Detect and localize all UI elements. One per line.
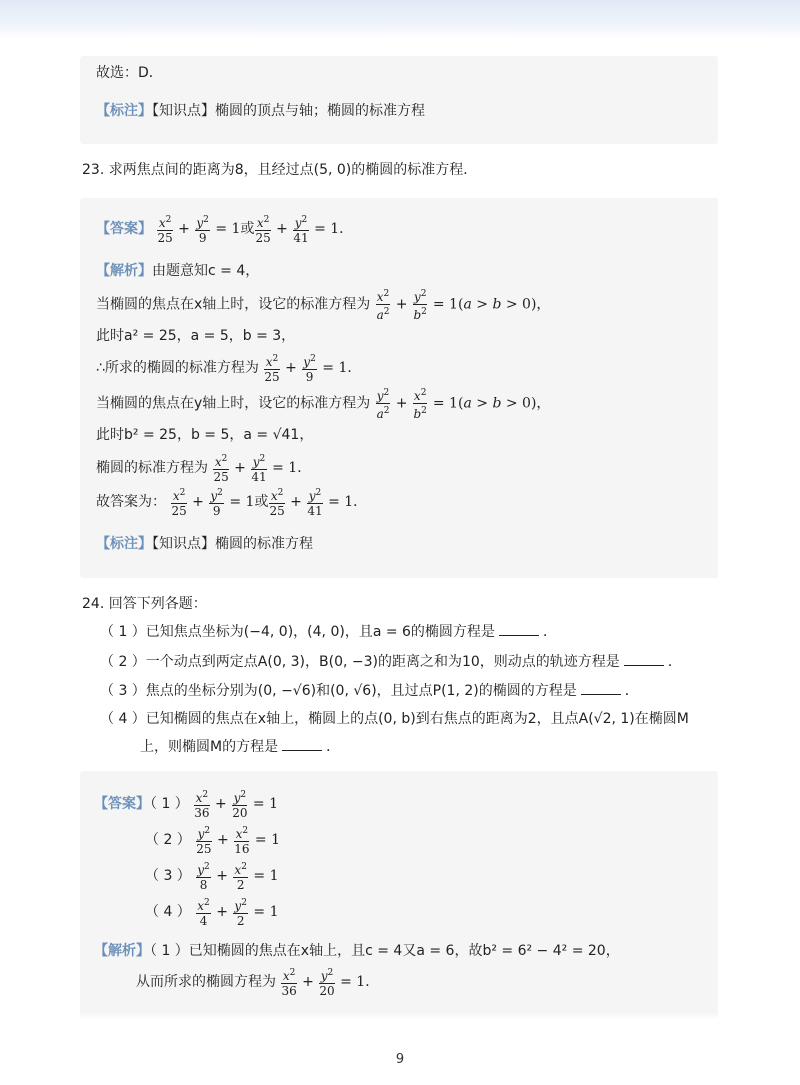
- tag-label: 【标注】: [96, 536, 152, 552]
- q23-analysis-line-3: 此时a² = 25，a = 5，b = 3，: [96, 328, 296, 344]
- q23-answer: 【答案】 $\frac{x^2}{25}$ + $\frac{y^2}{9}$ = 1或 $\frac{x^2}{25}$ + $\frac{y^2}{41}$ = 1．: [96, 215, 354, 245]
- analysis-label: 【解析】: [94, 943, 150, 959]
- analysis-label: 【解析】: [96, 263, 152, 279]
- previous-tag-row: [96, 104, 425, 118]
- q24-answer-1: 【答案】（ 1 ） $\frac{x^2}{36}$ + $\frac{y^2}{20}$ = 1: [94, 790, 279, 820]
- q24-part-3: （ 3 ）焦点的坐标分别为(0, −√6)和(0, √6)，且过点P(1, 2)的椭圆的方程是 ．: [100, 683, 639, 699]
- answer-label: 【答案】: [96, 221, 152, 237]
- tag-text: 【知识点】椭圆的标准方程: [152, 536, 313, 552]
- question-23: 23. 求两焦点间的距离为8，且经过点(5, 0)的椭圆的标准方程．: [82, 162, 478, 178]
- q23-analysis-line-8: 故答案为： $\frac{x^2}{25}$ + $\frac{y^2}{9}$ = 1或 $\frac{x^2}{25}$ + $\frac{y^2}{41}$ = 1．: [96, 488, 368, 518]
- q24-answer-3: （ 3 ） $\frac{y^2}{8}$ + $\frac{x^2}{2}$ = 1: [145, 862, 279, 892]
- tag-label: 【标注】: [96, 103, 152, 119]
- q23-analysis-line-5: 当椭圆的焦点在y轴上时，设它的标准方程为 $\frac{y^2}{a^2}$ + $\frac{x^2}{b^2}$ = 1(a > b > 0)，: [96, 388, 551, 421]
- question-24: 24. 回答下列各题：: [82, 596, 207, 612]
- q23-analysis-line-4: ∴所求的椭圆的标准方程为 $\frac{x^2}{25}$ + $\frac{y^2}{9}$ = 1．: [96, 354, 362, 384]
- answer-label: 【答案】: [94, 796, 150, 812]
- q23-analysis-line-7: 椭圆的标准方程为 $\frac{x^2}{25}$ + $\frac{y^2}{41}$ = 1．: [96, 454, 312, 484]
- q24-analysis-line-1: 【解析】（ 1 ）已知椭圆的焦点在x轴上，且c = 4又a = 6，故b² = 6² − 4² = 20，: [94, 943, 620, 959]
- previous-solution-box: [80, 56, 718, 144]
- q23-tag-row: [96, 537, 313, 551]
- q24-answer-2: （ 2 ） $\frac{y^2}{25}$ + $\frac{x^2}{16}$ = 1: [145, 826, 281, 856]
- tag-text: 【知识点】椭圆的顶点与轴；椭圆的标准方程: [152, 103, 425, 119]
- page-number: 9: [395, 1052, 405, 1067]
- q24-part-1: （ 1 ）已知焦点坐标为(−4, 0)，(4, 0)，且a = 6的椭圆方程是 ．: [100, 624, 557, 640]
- q23-analysis-line-2: 当椭圆的焦点在x轴上时，设它的标准方程为 $\frac{x^2}{a^2}$ + $\frac{y^2}{b^2}$ = 1(a > b > 0)，: [96, 289, 551, 322]
- top-header-band: [0, 0, 800, 40]
- previous-conclusion: 故选：D．: [96, 65, 163, 81]
- q24-analysis-line-2: 从而所求的椭圆方程为 $\frac{x^2}{36}$ + $\frac{y^2}{20}$ = 1．: [136, 968, 380, 998]
- page-cut-edge: [80, 1013, 718, 1019]
- q23-analysis-line-1: 【解析】由题意知c = 4，: [96, 263, 260, 279]
- q24-part-2: （ 2 ）一个动点到两定点A(0, 3)，B(0, −3)的距离之和为10，则动点的轨迹方程是 ．: [100, 654, 682, 670]
- q24-part-4-line-2: 上，则椭圆M的方程是 ．: [140, 739, 341, 755]
- q24-answer-4: （ 4 ） $\frac{x^2}{4}$ + $\frac{y^2}{2}$ = 1: [145, 898, 279, 928]
- q24-part-4-line-1: （ 4 ）已知椭圆的焦点在x轴上，椭圆上的点(0, b)到右焦点的距离为2，且点A(√2, 1)在椭圆M: [100, 711, 689, 727]
- q23-analysis-line-6: 此时b² = 25，b = 5，a = √41，: [96, 427, 314, 443]
